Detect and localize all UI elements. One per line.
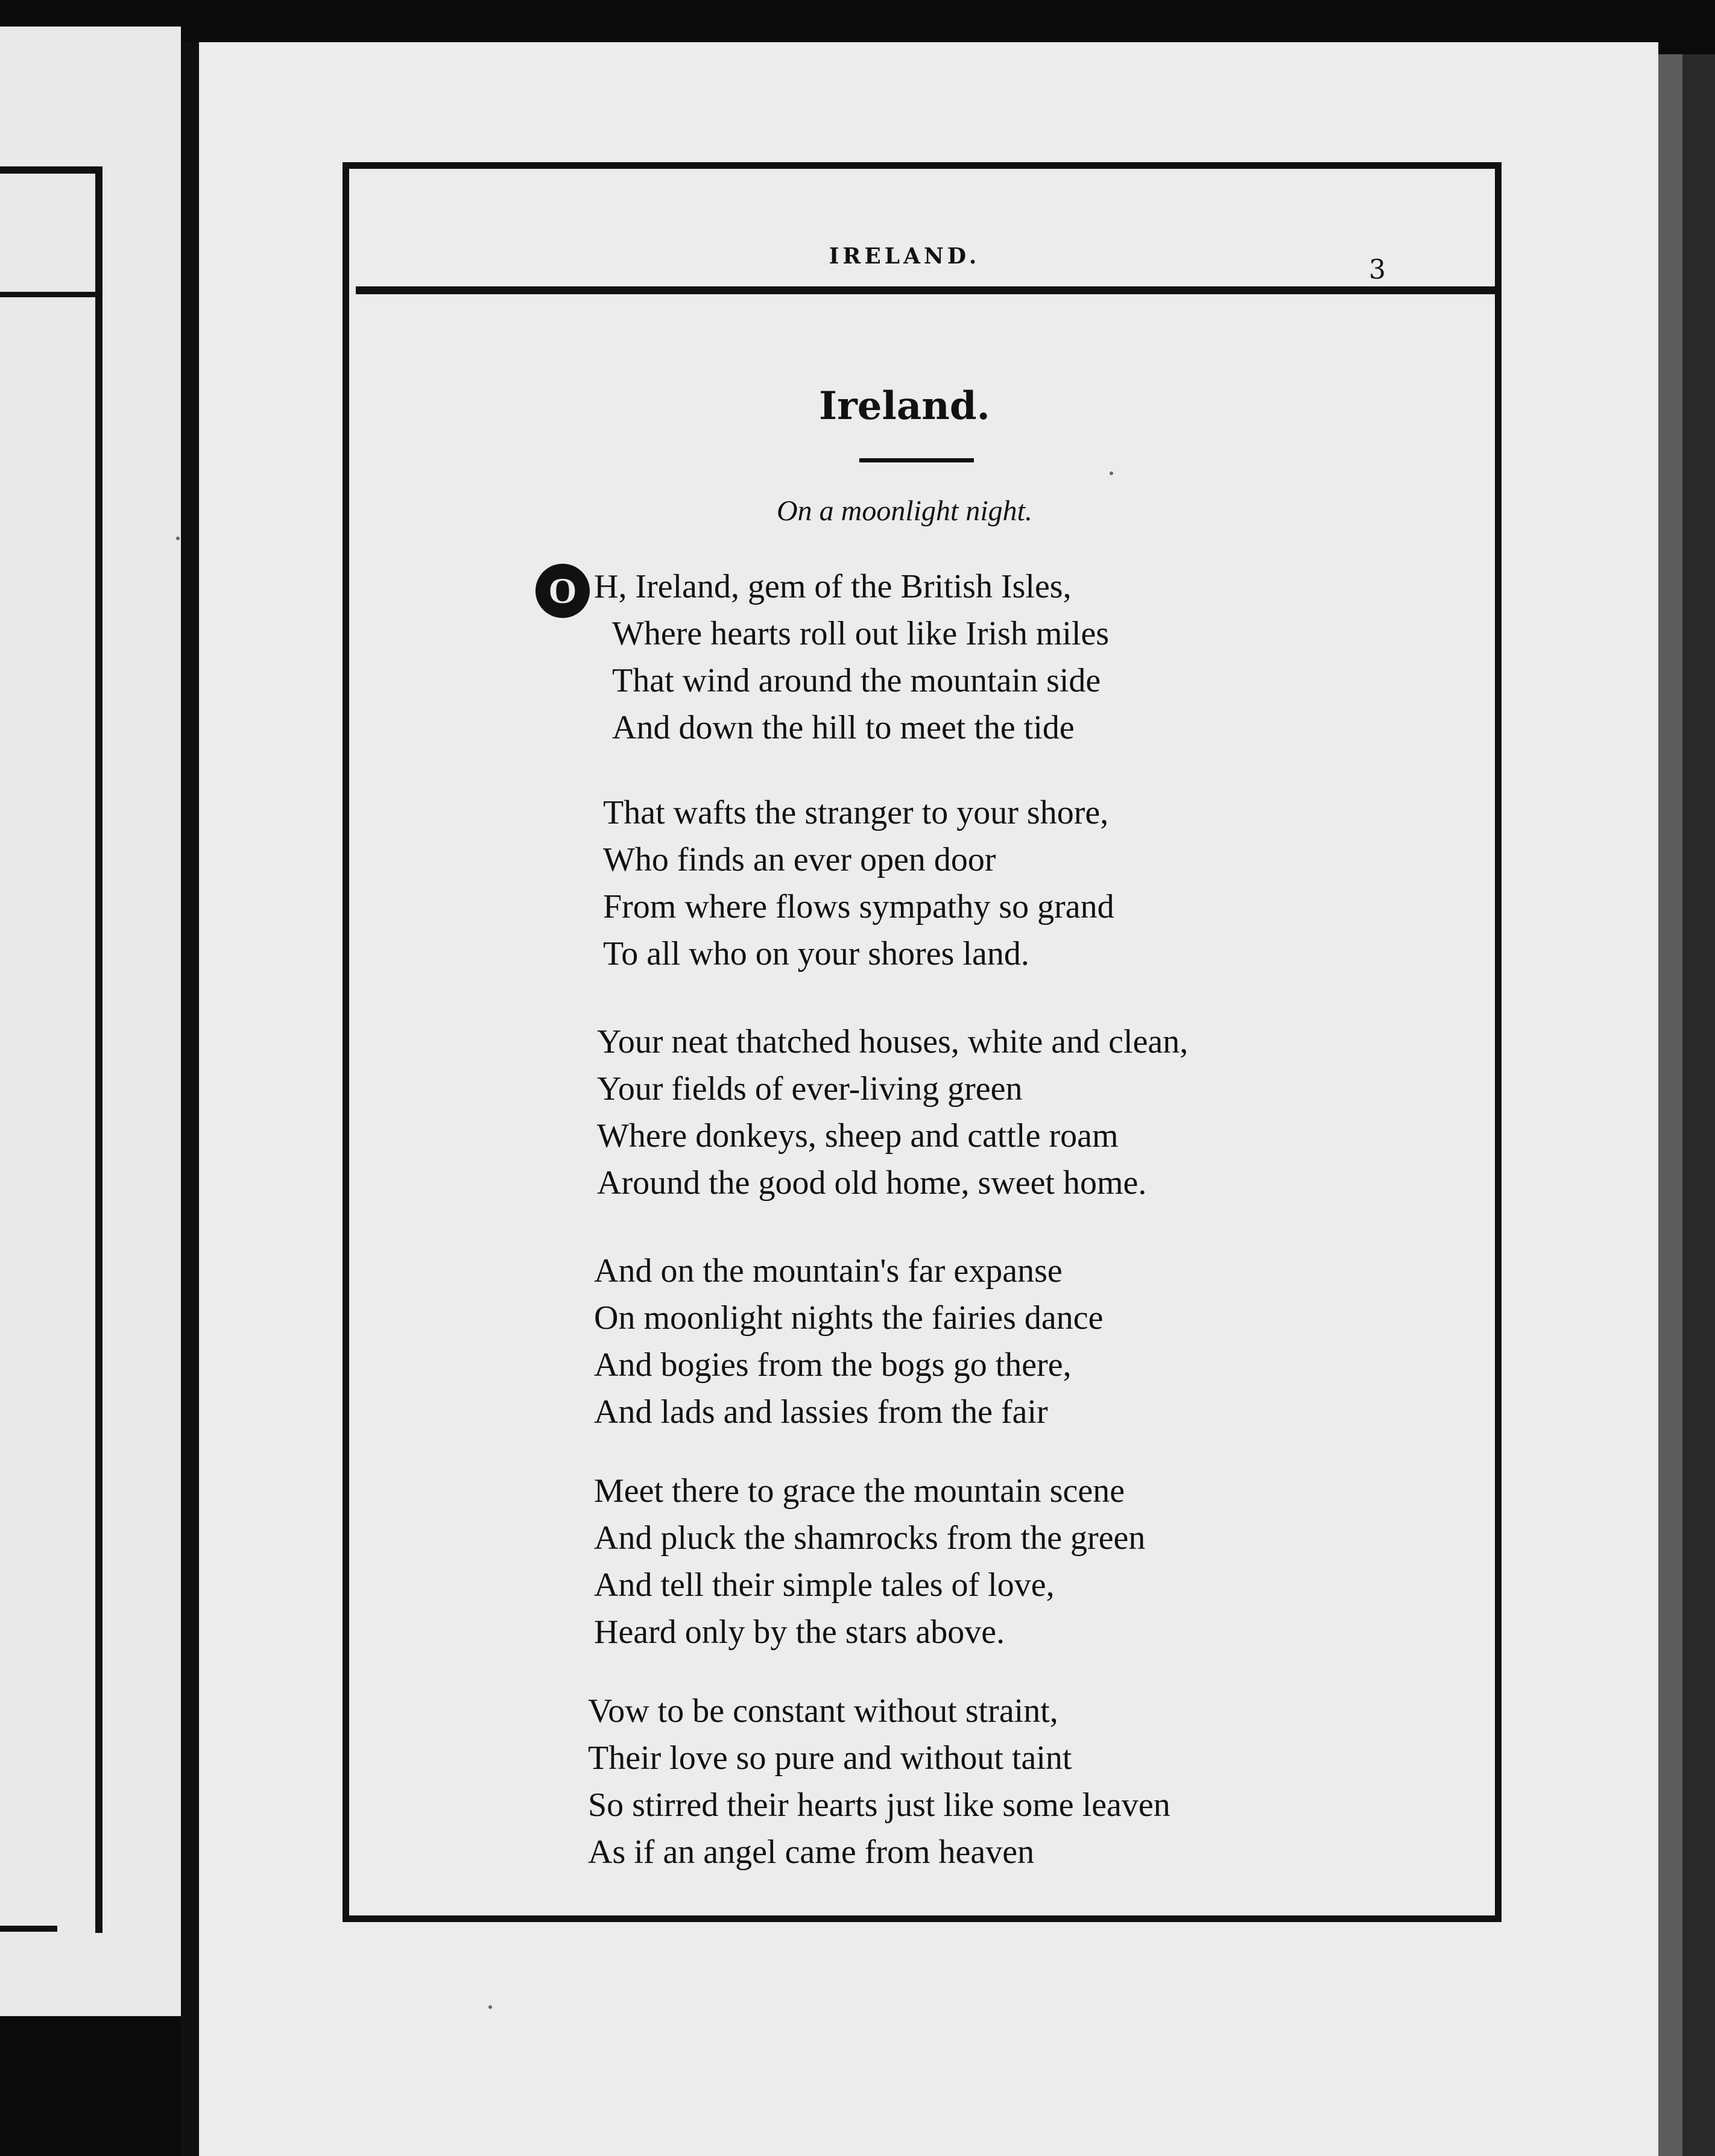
poem-line: Heard only by the stars above. (594, 1613, 1005, 1651)
poem-line: Where hearts roll out like Irish miles (612, 615, 1110, 652)
poem-line: And lads and lassies from the fair (594, 1393, 1048, 1431)
poem-line: Vow to be constant without straint, (588, 1692, 1058, 1730)
left-facing-page (0, 27, 181, 2016)
poem-line: Your fields of ever-living green (597, 1070, 1023, 1108)
page-number: 3 (1369, 254, 1386, 285)
title-rule (859, 458, 974, 462)
poem-subtitle: On a moonlight night. (776, 495, 1032, 527)
left-page-frame-right (95, 166, 103, 1933)
poem-line: Who finds an ever open door (603, 841, 996, 878)
left-page-header-rule (0, 292, 96, 297)
header-rule (356, 286, 1500, 294)
poem-line: Their love so pure and without taint (588, 1739, 1072, 1777)
poem-title: Ireland. (819, 383, 990, 429)
poem-line: Your neat thatched houses, white and clean, (597, 1023, 1189, 1061)
poem-line: And on the mountain's far expanse (594, 1252, 1063, 1290)
poem-line: H, Ireland, gem of the British Isles, (594, 568, 1072, 605)
poem-line: Around the good old home, sweet home. (597, 1164, 1147, 1202)
poem-line: As if an angel came from heaven (588, 1833, 1035, 1871)
poem-line: On moonlight nights the fairies dance (594, 1299, 1104, 1337)
left-page-frame-top (0, 166, 101, 174)
poem-line: And down the hill to meet the tide (612, 709, 1075, 746)
poem-line: And pluck the shamrocks from the green (594, 1519, 1146, 1557)
speck (488, 2005, 492, 2009)
speck (1110, 471, 1113, 475)
poem-line: And bogies from the bogs go there, (594, 1346, 1072, 1384)
poem-line: That wind around the mountain side (612, 662, 1101, 699)
poem-line: From where flows sympathy so grand (603, 888, 1114, 925)
running-head: IRELAND. (829, 244, 981, 269)
poem-line: And tell their simple tales of love, (594, 1566, 1055, 1604)
drop-cap: O (535, 564, 590, 618)
poem-line: That wafts the stranger to your shore, (603, 794, 1109, 831)
poem-line: Where donkeys, sheep and cattle roam (597, 1117, 1119, 1155)
page-edge-shadow (1682, 54, 1715, 2156)
speck (176, 537, 180, 540)
poem-line: To all who on your shores land. (603, 935, 1029, 972)
poem-line: Meet there to grace the mountain scene (594, 1472, 1125, 1510)
poem-line: So stirred their hearts just like some leaven (588, 1786, 1170, 1824)
left-page-frame-bottom (0, 1926, 57, 1932)
